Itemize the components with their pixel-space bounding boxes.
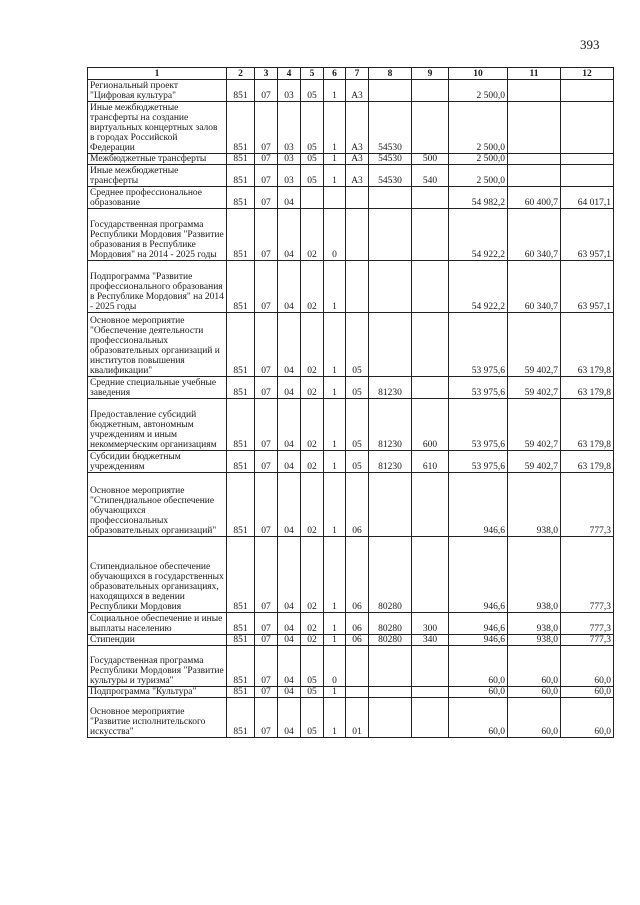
- code-expense-type-cell: [412, 377, 449, 399]
- code-subsection-cell: 03: [278, 154, 301, 165]
- column-header: 2: [227, 68, 255, 80]
- code-section-cell: 07: [255, 451, 278, 473]
- table-row: [88, 154, 614, 165]
- code-event-cell: А3: [346, 154, 369, 165]
- table-row: [88, 313, 614, 377]
- code-section-cell: 07: [255, 687, 278, 698]
- row-name-cell: Межбюджетные трансферты: [88, 154, 227, 165]
- code-subsection-cell: 04: [278, 313, 301, 377]
- code-direction-cell: [369, 313, 412, 377]
- table-row: [88, 399, 614, 451]
- column-header: 11: [508, 68, 561, 80]
- code-subprogram-cell: 1: [324, 80, 346, 102]
- code-section-cell: 07: [255, 377, 278, 399]
- code-section-cell: 07: [255, 635, 278, 646]
- amount-2025-cell: 60,0: [561, 698, 614, 738]
- code-section-cell: 07: [255, 399, 278, 451]
- code-admin-cell: 851: [227, 377, 255, 399]
- code-admin-cell: 851: [227, 537, 255, 613]
- code-subprogram-cell: 1: [324, 473, 346, 537]
- amount-2023-cell: 2 500,0: [449, 80, 508, 102]
- amount-2024-cell: 60,0: [508, 687, 561, 698]
- amount-2023-cell: 60,0: [449, 646, 508, 687]
- code-event-cell: 06: [346, 537, 369, 613]
- code-subsection-cell: 04: [278, 261, 301, 313]
- amount-2025-cell: 60,0: [561, 687, 614, 698]
- code-event-cell: А3: [346, 80, 369, 102]
- code-program-cell: 05: [301, 687, 324, 698]
- code-event-cell: [346, 646, 369, 687]
- amount-2023-cell: 946,6: [449, 473, 508, 537]
- code-event-cell: 05: [346, 399, 369, 451]
- column-header: 10: [449, 68, 508, 80]
- amount-2023-cell: 54 982,2: [449, 187, 508, 209]
- amount-2024-cell: 59 402,7: [508, 313, 561, 377]
- code-admin-cell: 851: [227, 451, 255, 473]
- code-expense-type-cell: [412, 261, 449, 313]
- code-expense-type-cell: [412, 687, 449, 698]
- row-name-cell: Региональный проект "Цифровая культура": [88, 80, 227, 102]
- page-number: 393: [580, 37, 600, 52]
- column-header: 9: [412, 68, 449, 80]
- code-expense-type-cell: 540: [412, 165, 449, 187]
- code-direction-cell: [369, 209, 412, 261]
- amount-2024-cell: 60,0: [508, 698, 561, 738]
- code-subprogram-cell: 1: [324, 451, 346, 473]
- code-subsection-cell: 04: [278, 698, 301, 738]
- code-admin-cell: 851: [227, 687, 255, 698]
- code-subsection-cell: 03: [278, 102, 301, 154]
- amount-2024-cell: 59 402,7: [508, 399, 561, 451]
- amount-2023-cell: 2 500,0: [449, 154, 508, 165]
- amount-2023-cell: 946,6: [449, 635, 508, 646]
- code-section-cell: 07: [255, 102, 278, 154]
- code-expense-type-cell: 600: [412, 399, 449, 451]
- code-admin-cell: 851: [227, 80, 255, 102]
- code-direction-cell: [369, 473, 412, 537]
- column-header: 3: [255, 68, 278, 80]
- amount-2025-cell: 777,3: [561, 635, 614, 646]
- code-expense-type-cell: 340: [412, 635, 449, 646]
- code-subprogram-cell: [324, 187, 346, 209]
- row-name-cell: Среднее профессиональное образование: [88, 187, 227, 209]
- code-subsection-cell: 04: [278, 635, 301, 646]
- table-row: [88, 261, 614, 313]
- amount-2025-cell: 64 017,1: [561, 187, 614, 209]
- code-direction-cell: [369, 187, 412, 209]
- code-admin-cell: 851: [227, 313, 255, 377]
- code-section-cell: 07: [255, 80, 278, 102]
- code-subsection-cell: 04: [278, 646, 301, 687]
- code-subsection-cell: 04: [278, 473, 301, 537]
- code-direction-cell: 81230: [369, 451, 412, 473]
- code-event-cell: [346, 261, 369, 313]
- row-name-cell: Субсидии бюджетным учреждениям: [88, 451, 227, 473]
- amount-2023-cell: 2 500,0: [449, 165, 508, 187]
- amount-2023-cell: 53 975,6: [449, 313, 508, 377]
- code-subprogram-cell: 1: [324, 613, 346, 635]
- code-expense-type-cell: [412, 209, 449, 261]
- code-expense-type-cell: [412, 102, 449, 154]
- table-row: [88, 646, 614, 687]
- code-event-cell: [346, 209, 369, 261]
- code-program-cell: 02: [301, 451, 324, 473]
- code-expense-type-cell: 500: [412, 154, 449, 165]
- table-row: [88, 537, 614, 613]
- amount-2025-cell: [561, 165, 614, 187]
- amount-2024-cell: 938,0: [508, 635, 561, 646]
- code-subprogram-cell: 1: [324, 261, 346, 313]
- code-program-cell: 05: [301, 165, 324, 187]
- table-body: [88, 80, 614, 738]
- amount-2023-cell: 946,6: [449, 537, 508, 613]
- amount-2024-cell: 938,0: [508, 613, 561, 635]
- amount-2024-cell: [508, 165, 561, 187]
- code-expense-type-cell: [412, 537, 449, 613]
- code-subprogram-cell: 1: [324, 687, 346, 698]
- column-header: 7: [346, 68, 369, 80]
- code-expense-type-cell: [412, 646, 449, 687]
- column-header: 5: [301, 68, 324, 80]
- amount-2024-cell: [508, 154, 561, 165]
- code-subprogram-cell: 1: [324, 313, 346, 377]
- code-section-cell: 07: [255, 187, 278, 209]
- code-expense-type-cell: [412, 698, 449, 738]
- code-program-cell: 02: [301, 209, 324, 261]
- code-expense-type-cell: [412, 80, 449, 102]
- code-program-cell: [301, 187, 324, 209]
- code-direction-cell: [369, 80, 412, 102]
- code-subsection-cell: 04: [278, 687, 301, 698]
- code-program-cell: 02: [301, 635, 324, 646]
- code-direction-cell: 54530: [369, 102, 412, 154]
- table-row: [88, 165, 614, 187]
- code-expense-type-cell: [412, 187, 449, 209]
- table-header-row: [88, 68, 614, 80]
- table-row: [88, 451, 614, 473]
- code-program-cell: 05: [301, 698, 324, 738]
- amount-2023-cell: 53 975,6: [449, 451, 508, 473]
- amount-2023-cell: 2 500,0: [449, 102, 508, 154]
- code-event-cell: 01: [346, 698, 369, 738]
- code-direction-cell: 54530: [369, 165, 412, 187]
- code-section-cell: 07: [255, 613, 278, 635]
- row-name-cell: Стипендии: [88, 635, 227, 646]
- amount-2025-cell: [561, 102, 614, 154]
- code-event-cell: [346, 687, 369, 698]
- code-program-cell: 02: [301, 399, 324, 451]
- amount-2025-cell: 63 179,8: [561, 377, 614, 399]
- code-event-cell: 06: [346, 473, 369, 537]
- table-row: [88, 698, 614, 738]
- code-event-cell: 06: [346, 635, 369, 646]
- column-header: 12: [561, 68, 614, 80]
- amount-2023-cell: 946,6: [449, 613, 508, 635]
- code-subsection-cell: 04: [278, 209, 301, 261]
- amount-2025-cell: 63 179,8: [561, 313, 614, 377]
- code-program-cell: 02: [301, 613, 324, 635]
- amount-2025-cell: 63 957,1: [561, 209, 614, 261]
- amount-2023-cell: 60,0: [449, 698, 508, 738]
- code-section-cell: 07: [255, 537, 278, 613]
- code-event-cell: [346, 187, 369, 209]
- code-expense-type-cell: [412, 473, 449, 537]
- table-row: [88, 80, 614, 102]
- column-header: 6: [324, 68, 346, 80]
- row-name-cell: Стипендиальное обеспечение обучающихся в государственных образовательных организациях, находящихся в ведении Республики Мордовия: [88, 537, 227, 613]
- amount-2024-cell: 60 340,7: [508, 209, 561, 261]
- code-direction-cell: [369, 261, 412, 313]
- code-direction-cell: [369, 698, 412, 738]
- code-subsection-cell: 04: [278, 399, 301, 451]
- amount-2025-cell: 63 179,8: [561, 451, 614, 473]
- code-program-cell: 02: [301, 473, 324, 537]
- code-admin-cell: 851: [227, 102, 255, 154]
- code-admin-cell: 851: [227, 261, 255, 313]
- amount-2023-cell: 53 975,6: [449, 399, 508, 451]
- code-program-cell: 02: [301, 261, 324, 313]
- code-admin-cell: 851: [227, 154, 255, 165]
- amount-2025-cell: 63 179,8: [561, 399, 614, 451]
- row-name-cell: Государственная программа Республики Мордовия "Развитие образования в Республике Мордовия" на 2014 - 2025 годы: [88, 209, 227, 261]
- code-expense-type-cell: [412, 313, 449, 377]
- code-subsection-cell: 04: [278, 451, 301, 473]
- code-admin-cell: 851: [227, 698, 255, 738]
- row-name-cell: Подпрограмма "Развитие профессионального образования в Республике Мордовия" на 2014 - 2025 годы: [88, 261, 227, 313]
- amount-2023-cell: 54 922,2: [449, 261, 508, 313]
- amount-2024-cell: 938,0: [508, 537, 561, 613]
- code-subprogram-cell: 1: [324, 377, 346, 399]
- code-section-cell: 07: [255, 698, 278, 738]
- code-event-cell: 06: [346, 613, 369, 635]
- table-row: [88, 613, 614, 635]
- row-name-cell: Иные межбюджетные трансферты на создание виртуальных концертных залов в городах Российской Федерации: [88, 102, 227, 154]
- row-name-cell: Социальное обеспечение и иные выплаты населению: [88, 613, 227, 635]
- table-row: [88, 377, 614, 399]
- amount-2024-cell: [508, 80, 561, 102]
- amount-2025-cell: 63 957,1: [561, 261, 614, 313]
- row-name-cell: Основное мероприятие "Обеспечение деятельности профессиональных образовательных организаций и институтов повышения квалификации": [88, 313, 227, 377]
- amount-2024-cell: 59 402,7: [508, 451, 561, 473]
- code-admin-cell: 851: [227, 473, 255, 537]
- code-event-cell: А3: [346, 165, 369, 187]
- column-header: 4: [278, 68, 301, 80]
- amount-2024-cell: 60 400,7: [508, 187, 561, 209]
- code-section-cell: 07: [255, 165, 278, 187]
- code-direction-cell: [369, 646, 412, 687]
- code-subsection-cell: 04: [278, 377, 301, 399]
- amount-2025-cell: [561, 80, 614, 102]
- code-expense-type-cell: 610: [412, 451, 449, 473]
- row-name-cell: Государственная программа Республики Мордовия "Развитие культуры и туризма": [88, 646, 227, 687]
- code-subprogram-cell: 1: [324, 399, 346, 451]
- amount-2023-cell: 54 922,2: [449, 209, 508, 261]
- table-row: [88, 209, 614, 261]
- code-program-cell: 05: [301, 102, 324, 154]
- budget-table: [87, 67, 614, 738]
- code-subprogram-cell: 1: [324, 635, 346, 646]
- code-subsection-cell: 04: [278, 537, 301, 613]
- row-name-cell: Предоставление субсидий бюджетным, автономным учреждениям и иным некоммерческим организациям: [88, 399, 227, 451]
- code-subprogram-cell: 0: [324, 209, 346, 261]
- code-subprogram-cell: 1: [324, 102, 346, 154]
- code-section-cell: 07: [255, 313, 278, 377]
- code-program-cell: 02: [301, 313, 324, 377]
- amount-2023-cell: 60,0: [449, 687, 508, 698]
- code-admin-cell: 851: [227, 209, 255, 261]
- code-program-cell: 02: [301, 377, 324, 399]
- row-name-cell: Основное мероприятие "Развитие исполнительского искусства": [88, 698, 227, 738]
- amount-2024-cell: [508, 102, 561, 154]
- code-program-cell: 05: [301, 80, 324, 102]
- amount-2024-cell: 938,0: [508, 473, 561, 537]
- code-direction-cell: 80280: [369, 537, 412, 613]
- code-section-cell: 07: [255, 154, 278, 165]
- row-name-cell: Основное мероприятие "Стипендиальное обеспечение обучающихся профессиональных образовательных организаций": [88, 473, 227, 537]
- code-subsection-cell: 03: [278, 165, 301, 187]
- code-admin-cell: 851: [227, 613, 255, 635]
- code-event-cell: 05: [346, 313, 369, 377]
- code-admin-cell: 851: [227, 165, 255, 187]
- code-direction-cell: 81230: [369, 377, 412, 399]
- amount-2023-cell: 53 975,6: [449, 377, 508, 399]
- table-row: [88, 102, 614, 154]
- code-section-cell: 07: [255, 473, 278, 537]
- code-subprogram-cell: 1: [324, 154, 346, 165]
- code-admin-cell: 851: [227, 635, 255, 646]
- row-name-cell: Средние специальные учебные заведения: [88, 377, 227, 399]
- code-subsection-cell: 04: [278, 187, 301, 209]
- code-event-cell: А3: [346, 102, 369, 154]
- code-subprogram-cell: 1: [324, 537, 346, 613]
- table-row: [88, 473, 614, 537]
- code-section-cell: 07: [255, 646, 278, 687]
- table-row: [88, 687, 614, 698]
- code-direction-cell: 81230: [369, 399, 412, 451]
- table-row: [88, 635, 614, 646]
- column-header: 1: [88, 68, 227, 80]
- code-subprogram-cell: 1: [324, 165, 346, 187]
- code-event-cell: 05: [346, 377, 369, 399]
- code-subsection-cell: 04: [278, 613, 301, 635]
- amount-2025-cell: 777,3: [561, 473, 614, 537]
- code-program-cell: 05: [301, 154, 324, 165]
- code-section-cell: 07: [255, 209, 278, 261]
- column-header: 8: [369, 68, 412, 80]
- amount-2025-cell: [561, 154, 614, 165]
- code-subprogram-cell: 1: [324, 698, 346, 738]
- code-expense-type-cell: 300: [412, 613, 449, 635]
- code-admin-cell: 851: [227, 187, 255, 209]
- code-admin-cell: 851: [227, 399, 255, 451]
- amount-2024-cell: 60,0: [508, 646, 561, 687]
- code-subsection-cell: 03: [278, 80, 301, 102]
- amount-2024-cell: 59 402,7: [508, 377, 561, 399]
- row-name-cell: Иные межбюджетные трансферты: [88, 165, 227, 187]
- table-row: [88, 187, 614, 209]
- code-admin-cell: 851: [227, 646, 255, 687]
- amount-2024-cell: 60 340,7: [508, 261, 561, 313]
- code-subprogram-cell: 0: [324, 646, 346, 687]
- amount-2025-cell: 777,3: [561, 537, 614, 613]
- code-section-cell: 07: [255, 261, 278, 313]
- code-direction-cell: 80280: [369, 635, 412, 646]
- amount-2025-cell: 777,3: [561, 613, 614, 635]
- code-program-cell: 02: [301, 537, 324, 613]
- code-direction-cell: [369, 687, 412, 698]
- code-direction-cell: 80280: [369, 613, 412, 635]
- code-direction-cell: 54530: [369, 154, 412, 165]
- amount-2025-cell: 60,0: [561, 646, 614, 687]
- row-name-cell: Подпрограмма "Культура": [88, 687, 227, 698]
- code-event-cell: 05: [346, 451, 369, 473]
- code-program-cell: 05: [301, 646, 324, 687]
